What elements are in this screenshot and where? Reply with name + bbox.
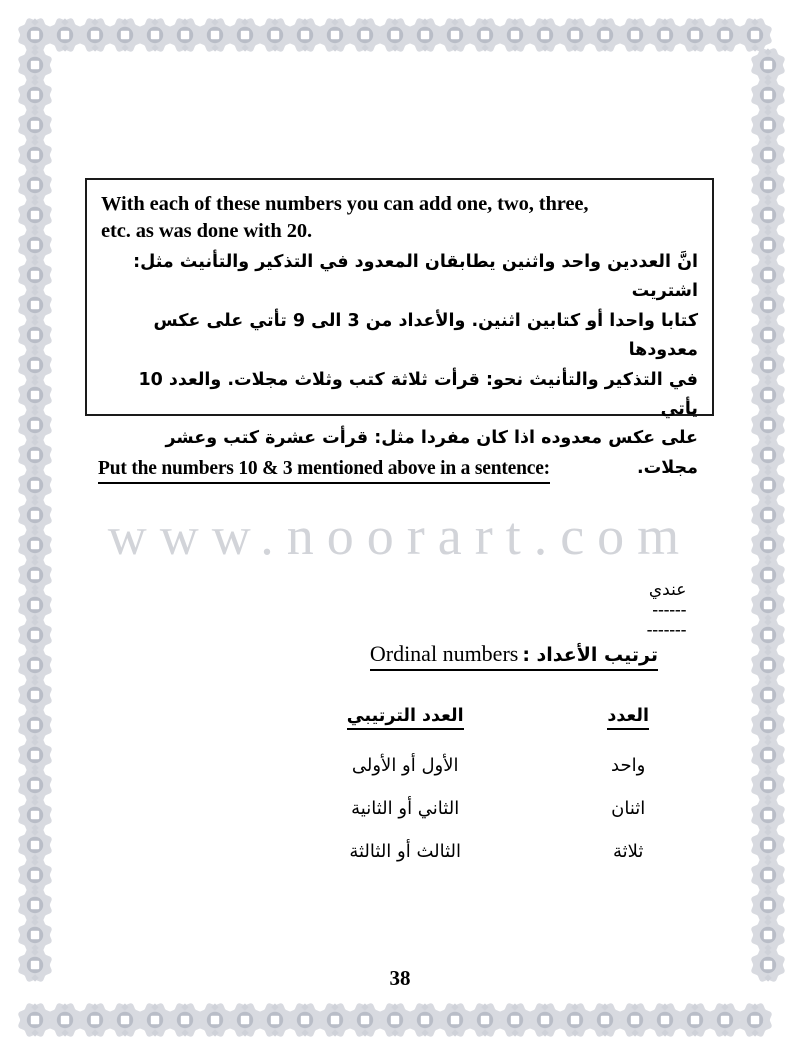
cell-ordinal: الثالث أو الثالثة: [349, 841, 462, 862]
ordinal-numbers-table: [258, 706, 704, 862]
note-arabic-text: [101, 248, 698, 483]
note-arabic-line: كتابا واحدا أو كتابين اثنين. والأعداد من 3 الى 9 تأتي على عكس معدودها: [153, 310, 698, 361]
answer-blank-two[interactable]: -------: [646, 620, 687, 639]
cell-ordinal: الأول أو الأولى: [351, 755, 459, 776]
cell-cardinal: واحد: [611, 755, 646, 776]
table-header-row: [258, 706, 704, 733]
note-english-line: With each of these numbers you can add one, two, three,: [101, 193, 589, 215]
exercise-prompt-heading: Put the numbers 10 & 3 mentioned above in a sentence:: [98, 458, 550, 484]
note-arabic-line: انَّ العددين واحد واثنين يطابقان المعدود في التذكير والتأنيث مثل: اشتريت: [133, 251, 698, 302]
table-row: [258, 776, 704, 819]
note-arabic-line: في التذكير والتأنيث نحو: قرأت ثلاثة كتب وثلاث مجلات. والعدد 10 يأتي: [138, 369, 698, 419]
note-english-line: etc. as was done with 20.: [101, 220, 313, 243]
note-english-text: [101, 191, 698, 246]
page-number: 38: [389, 966, 411, 990]
site-watermark: www.noorart.com: [107, 506, 693, 566]
answer-blank-one[interactable]: ------: [652, 600, 687, 619]
cell-ordinal: الثاني أو الثانية: [351, 798, 460, 819]
cell-cardinal: ثلاثة: [612, 841, 644, 862]
note-arabic-line: على عكس معدوده اذا كان مفردا مثل: قرأت عشرة كتب وعشر مجلات.: [165, 428, 698, 478]
table-row: [258, 733, 704, 776]
ordinal-numbers-heading: [370, 641, 658, 671]
column-header-cardinal: العدد: [552, 706, 704, 733]
table-row: [258, 819, 704, 862]
column-header-ordinal: العدد الترتيبي: [258, 706, 552, 733]
cell-cardinal: اثنان: [611, 798, 646, 819]
answer-lead-word: عندي: [648, 580, 687, 600]
ordinal-heading-english: Ordinal numbers: [369, 641, 519, 666]
ordinal-heading-arabic: ترتيب الأعداد :: [522, 644, 658, 666]
